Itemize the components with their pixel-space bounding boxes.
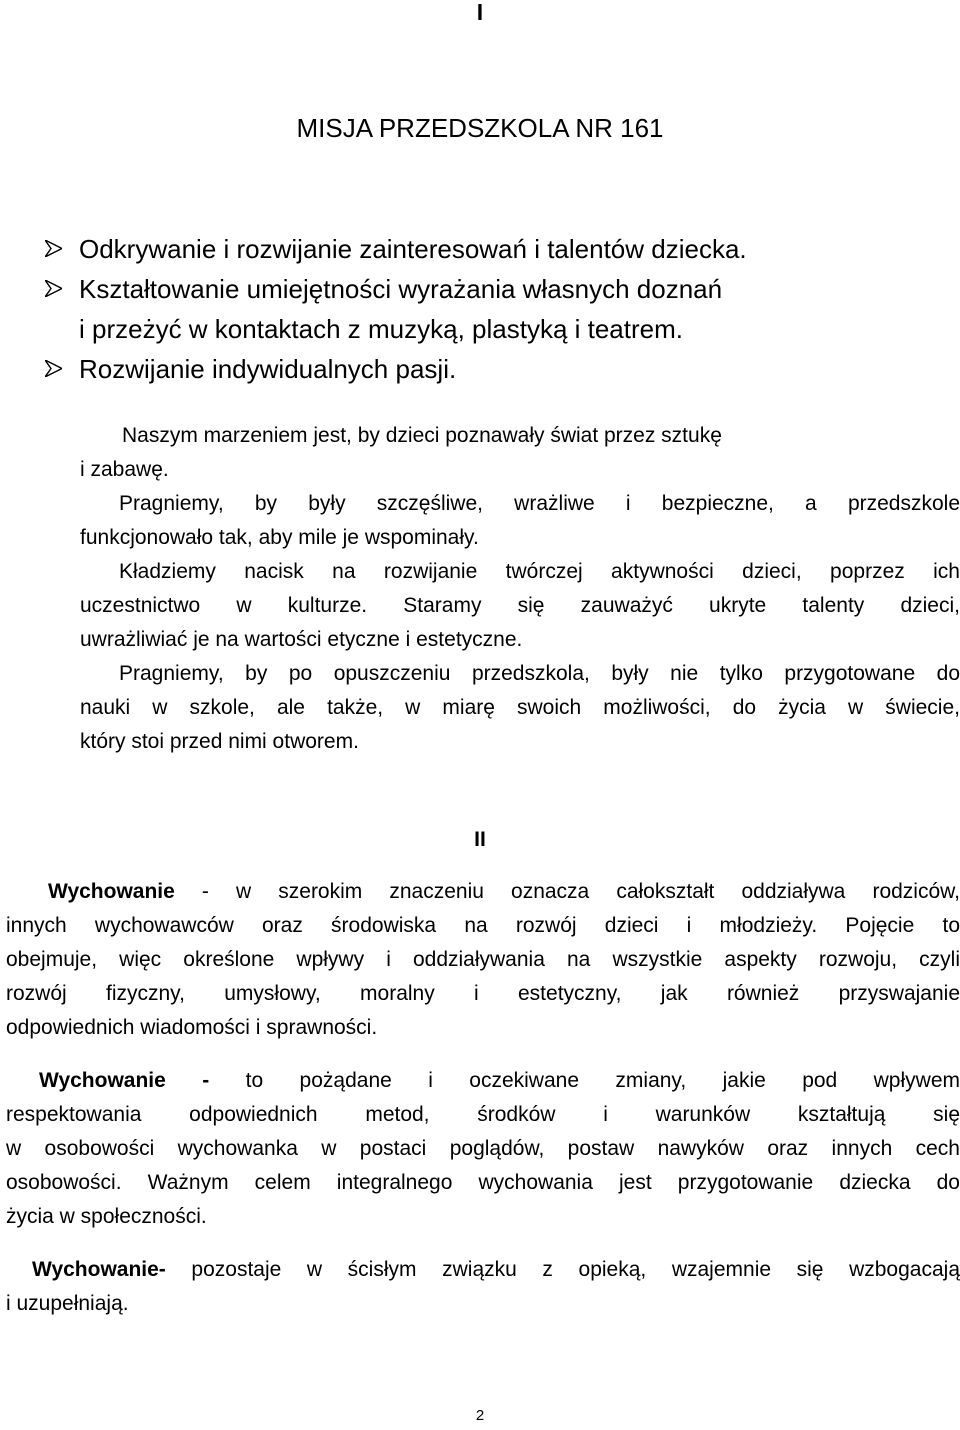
mission-description [80,419,960,759]
definition-line: i uzupełniają. [6,1292,129,1315]
bullet-continuation [45,309,925,349]
section-2-number: II [474,828,486,851]
definition-line: Wychowanie - w szerokim znaczeniu oznacza całokształt oddziaływa rodziców, [48,880,960,903]
bullet-item [45,349,925,389]
definition-2 [6,1064,960,1234]
arrow-bullet-icon [45,360,62,377]
definition-line: obejmuje, więc określone wpływy i oddziaływania na wszystkie aspekty rozwoju, czyli [6,948,960,971]
after-line: który stoi przed nimi otworem. [80,730,359,753]
definition-line: osobowości. Ważnym celem integralnego wychowania jest przygotowanie dziecka do [6,1171,960,1194]
definition-line: Wychowanie- pozostaje w ścisłym związku z opieką, wzajemnie się wzbogacają [32,1258,960,1281]
definition-3 [6,1253,960,1321]
section-1-number: I [476,0,484,25]
arrow-bullet-icon [45,240,62,257]
definition-line: życia w społeczności. [6,1205,207,1228]
definition-line: Wychowanie - to pożądane i oczekiwane zmiany, jakie pod wpływem [39,1069,960,1092]
bullet-text: Odkrywanie i rozwijanie zainteresowań i talentów dziecka. [79,234,747,264]
after-line: Pragniemy, by po opuszczeniu przedszkola, były nie tylko przygotowane do [119,662,960,685]
page-number: 2 [475,1407,485,1424]
emphasis-line: uwrażliwiać je na wartości etyczne i estetyczne. [80,628,523,651]
definition-term: Wychowanie- [32,1258,166,1281]
emphasis-line: uczestnictwo w kulturze. Staramy się zauważyć ukryte talenty dzieci, [80,594,960,617]
mission-bullet-list [45,229,925,389]
happy-line: Pragniemy, by były szczęśliwe, wrażliwe i bezpieczne, a przedszkole [119,492,960,515]
bullet-item [45,269,925,309]
definition-1 [6,875,960,1045]
emphasis-line: Kładziemy nacisk na rozwijanie twórczej aktywności dzieci, poprzez ich [119,560,960,583]
bullet-text: Rozwijanie indywidualnych pasji. [79,354,457,384]
definition-term: Wychowanie - [39,1069,210,1092]
dream-line: i zabawę. [80,458,169,481]
after-line: nauki w szkole, ale także, w miarę swoich możliwości, do życia w świecie, [80,696,960,719]
bullet-text: i przeżyć w kontaktach z muzyką, plastyką i teatrem. [79,314,683,344]
happy-line: funkcjonowało tak, aby mile je wspominały. [80,526,479,549]
definition-line: w osobowości wychowanka w postaci poglądów, postaw nawyków oraz innych cech [6,1137,960,1160]
bullet-text: Kształtowanie umiejętności wyrażania własnych doznań [79,274,723,304]
dream-line: Naszym marzeniem jest, by dzieci poznawały świat przez sztukę [122,424,722,447]
definition-line: rozwój fizyczny, umysłowy, moralny i estetyczny, jak również przyswajanie [6,982,960,1005]
definition-line: odpowiednich wiadomości i sprawności. [6,1016,378,1039]
definition-line: innych wychowawców oraz środowiska na rozwój dzieci i młodzieży. Pojęcie to [6,914,960,937]
bullet-item [45,229,925,269]
arrow-bullet-icon [45,280,62,297]
mission-title: MISJA PRZEDSZKOLA NR 161 [296,113,664,143]
definition-term: Wychowanie [48,880,175,903]
definition-line: respektowania odpowiednich metod, środków i warunków kształtują się [6,1103,960,1126]
